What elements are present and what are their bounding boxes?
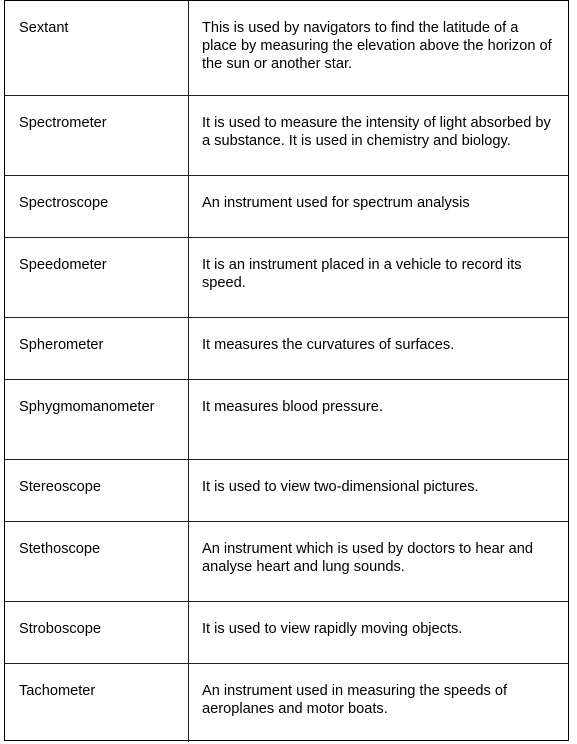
instrument-name: Speedometer bbox=[5, 237, 189, 317]
instrument-name: Spectrometer bbox=[5, 95, 189, 175]
table-row bbox=[5, 175, 568, 237]
instrument-table bbox=[5, 1, 568, 742]
table-row bbox=[5, 379, 568, 459]
table-row bbox=[5, 663, 568, 742]
instrument-name: Sphygmomanometer bbox=[5, 379, 189, 459]
instrument-name: Spherometer bbox=[5, 317, 189, 379]
instrument-description: It is used to measure the intensity of light absorbed by a substance. It is used in chemistry and biology. bbox=[189, 95, 569, 175]
instrument-name: Sextant bbox=[5, 1, 189, 95]
instrument-description: An instrument which is used by doctors to hear and analyse heart and lung sounds. bbox=[189, 521, 569, 601]
instrument-name: Spectroscope bbox=[5, 175, 189, 237]
table-row bbox=[5, 95, 568, 175]
table-row bbox=[5, 459, 568, 521]
table-row bbox=[5, 601, 568, 663]
instrument-name: Stereoscope bbox=[5, 459, 189, 521]
instrument-description: It is used to view rapidly moving objects. bbox=[189, 601, 569, 663]
table-row bbox=[5, 317, 568, 379]
instrument-name: Stroboscope bbox=[5, 601, 189, 663]
instrument-description: It measures the curvatures of surfaces. bbox=[189, 317, 569, 379]
table-row bbox=[5, 237, 568, 317]
instrument-description: An instrument used in measuring the speeds of aeroplanes and motor boats. bbox=[189, 663, 569, 742]
instrument-description: This is used by navigators to find the latitude of a place by measuring the elevation above the horizon of the sun or another star. bbox=[189, 1, 569, 95]
instrument-description: An instrument used for spectrum analysis bbox=[189, 175, 569, 237]
table-row bbox=[5, 521, 568, 601]
instrument-description: It is used to view two-dimensional pictures. bbox=[189, 459, 569, 521]
instrument-description: It is an instrument placed in a vehicle to record its speed. bbox=[189, 237, 569, 317]
table-row bbox=[5, 1, 568, 95]
instrument-name: Tachometer bbox=[5, 663, 189, 742]
instrument-description: It measures blood pressure. bbox=[189, 379, 569, 459]
instrument-table-container bbox=[4, 0, 569, 741]
instrument-name: Stethoscope bbox=[5, 521, 189, 601]
